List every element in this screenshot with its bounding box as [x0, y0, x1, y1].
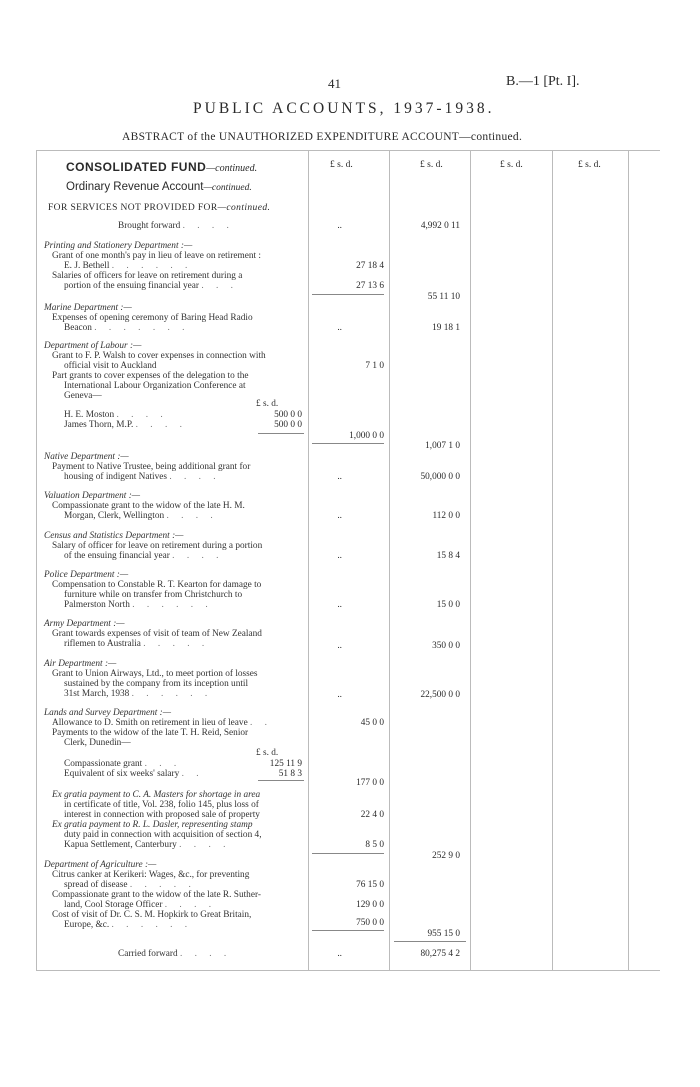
- agriculture-line-4: land, Cool Storage Officer . . . .: [64, 900, 217, 910]
- agriculture-subtotal-rule: [312, 930, 384, 931]
- native-line-2: housing of indigent Natives . . . .: [64, 472, 221, 482]
- census-line-1: Salary of officer for leave on retirement during a portion: [52, 541, 263, 551]
- agriculture-amount-1: 76 15 0: [356, 880, 384, 890]
- lands-amount-1: 45 0 0: [360, 718, 384, 728]
- lands-dept-heading: Lands and Survey Department :—: [44, 708, 172, 718]
- carried-forward-c1: ..: [337, 949, 342, 959]
- labour-line-1: Grant to F. P. Walsh to cover expenses in connection with: [52, 351, 266, 361]
- lands-amount-3: 22 4 0: [360, 810, 384, 820]
- fund-heading: CONSOLIDATED FUND—continued.: [66, 160, 258, 174]
- carried-forward-label: Carried forward . . . .: [118, 949, 232, 959]
- labour-line-3: Part grants to cover expenses of the delegation to the: [52, 371, 249, 381]
- lands-line-7: Ex gratia payment to R. L. Dasler, representing stamp: [52, 820, 253, 830]
- column-header-1: £ s. d.: [330, 160, 353, 170]
- column-divider-1: [308, 150, 309, 970]
- labour-sub-header: £ s. d.: [256, 399, 279, 409]
- lands-item-1-amount: 125 11 9: [269, 759, 302, 769]
- agriculture-amount-3: 750 0 0: [356, 918, 384, 928]
- carried-forward-total: 80,275 4 2: [420, 949, 460, 959]
- native-c1: ..: [337, 472, 342, 482]
- printing-line-4: portion of the ensuing financial year . . .: [64, 281, 238, 291]
- air-dept-heading: Air Department :—: [44, 659, 117, 669]
- valuation-c1: ..: [337, 511, 342, 521]
- air-c1: ..: [337, 690, 342, 700]
- agriculture-line-3: Compassionate grant to the widow of the late R. Suther-: [52, 890, 261, 900]
- labour-line-5: Geneva—: [64, 391, 102, 401]
- lands-item-2: Equivalent of six weeks' salary . .: [64, 769, 204, 779]
- labour-line-2: official visit to Auckland: [64, 361, 157, 371]
- lands-sub-header: £ s. d.: [256, 748, 279, 758]
- army-total: 350 0 0: [432, 641, 460, 651]
- agriculture-total: 955 15 0: [427, 929, 460, 939]
- printing-line-1: Grant of one month's pay in lieu of leave on retirement :: [52, 251, 261, 261]
- agriculture-line-5: Cost of visit of Dr. C. S. M. Hopkirk to Great Britain,: [52, 910, 252, 920]
- brought-forward-label: Brought forward . . . .: [118, 221, 234, 231]
- army-line-1: Grant towards expenses of visit of team of New Zealand: [52, 629, 262, 639]
- native-dept-heading: Native Department :—: [44, 452, 129, 462]
- police-total: 15 0 0: [436, 600, 460, 610]
- labour-sub-rule: [258, 433, 304, 434]
- table-left-border: [36, 150, 37, 970]
- table-bottom-border: [36, 970, 660, 971]
- column-divider-3: [470, 150, 471, 970]
- printing-line-2: E. J. Bethell . . . . . .: [64, 261, 193, 271]
- lands-subtotal-rule: [312, 853, 384, 854]
- column-divider-2: [389, 150, 390, 970]
- police-line-1: Compensation to Constable R. T. Kearton for damage to: [52, 580, 262, 590]
- column-header-4: £ s. d.: [578, 160, 601, 170]
- census-dept-heading: Census and Statistics Department :—: [44, 531, 184, 541]
- services-heading: FOR SERVICES NOT PROVIDED FOR—continued.: [48, 203, 271, 213]
- lands-line-5: in certificate of title, Vol. 238, folio 145, plus loss of: [64, 800, 259, 810]
- marine-line-2: Beacon . . . . . . .: [64, 323, 190, 333]
- carried-forward-rule: [394, 941, 466, 942]
- agriculture-dept-heading: Department of Agriculture :—: [44, 860, 157, 870]
- police-line-2: furniture while on transfer from Christchurch to: [64, 590, 243, 600]
- brought-forward-c1: ..: [337, 221, 342, 231]
- page-title: PUBLIC ACCOUNTS, 1937-1938.: [193, 100, 495, 117]
- labour-line-4: International Labour Organization Conference at: [64, 381, 246, 391]
- printing-amount-2: 27 13 6: [356, 281, 384, 291]
- column-divider-4: [552, 150, 553, 970]
- army-line-2: riflemen to Australia . . . . .: [64, 639, 210, 649]
- labour-person-2: James Thorn, M.P. . . . .: [64, 420, 187, 430]
- police-line-3: Palmerston North . . . . . .: [64, 600, 213, 610]
- labour-subtotal-rule: [312, 443, 384, 444]
- lands-line-9: Kapua Settlement, Canterbury . . . .: [64, 840, 231, 850]
- brought-forward-total: 4,992 0 11: [420, 221, 460, 231]
- agriculture-line-2: spread of disease . . . . .: [64, 880, 196, 890]
- agriculture-amount-2: 129 0 0: [356, 900, 384, 910]
- labour-amount-2: 1,000 0 0: [349, 431, 384, 441]
- valuation-line-2: Morgan, Clerk, Wellington . . . .: [64, 511, 218, 521]
- printing-dept-heading: Printing and Stationery Department :—: [44, 241, 193, 251]
- lands-line-3: Clerk, Dunedin—: [64, 738, 131, 748]
- valuation-dept-heading: Valuation Department :—: [44, 491, 141, 501]
- valuation-line-1: Compassionate grant to the widow of the late H. M.: [52, 501, 245, 511]
- agriculture-line-6: Europe, &c. . . . . . .: [64, 920, 193, 930]
- lands-line-1: Allowance to D. Smith on retirement in lieu of leave . .: [52, 718, 273, 728]
- census-total: 15 8 4: [436, 551, 460, 561]
- air-line-3: 31st March, 1938 . . . . . .: [64, 689, 213, 699]
- lands-line-6: interest in connection with proposed sale of property: [64, 810, 260, 820]
- lands-line-2: Payments to the widow of the late T. H. Reid, Senior: [52, 728, 249, 738]
- labour-person-2-amount: 500 0 0: [274, 420, 302, 430]
- marine-dept-heading: Marine Department :—: [44, 303, 132, 313]
- marine-c1: ..: [337, 323, 342, 333]
- lands-line-8: duty paid in connection with acquisition of section 4,: [64, 830, 262, 840]
- printing-subtotal-rule: [312, 294, 384, 295]
- air-line-2: sustained by the company from its inception until: [64, 679, 249, 689]
- air-line-1: Grant to Union Airways, Ltd., to meet portion of losses: [52, 669, 258, 679]
- document-reference: B.—1 [Pt. I].: [506, 74, 580, 89]
- lands-amount-4: 8 5 0: [365, 840, 384, 850]
- labour-person-1-amount: 500 0 0: [274, 410, 302, 420]
- lands-item-2-amount: 51 8 3: [278, 769, 302, 779]
- labour-total: 1,007 1 0: [425, 441, 460, 451]
- table-top-border: [36, 150, 660, 151]
- police-c1: ..: [337, 600, 342, 610]
- lands-line-4: Ex gratia payment to C. A. Masters for shortage in area: [52, 790, 261, 800]
- army-dept-heading: Army Department :—: [44, 619, 125, 629]
- lands-sub-rule: [258, 780, 304, 781]
- agriculture-line-1: Citrus canker at Kerikeri: Wages, &c., for preventing: [52, 870, 250, 880]
- printing-line-3: Salaries of officers for leave on retirement during a: [52, 271, 243, 281]
- printing-total: 55 11 10: [427, 292, 460, 302]
- native-line-1: Payment to Native Trustee, being additional grant for: [52, 462, 251, 472]
- census-c1: ..: [337, 551, 342, 561]
- column-header-3: £ s. d.: [500, 160, 523, 170]
- page-number: 41: [328, 76, 341, 91]
- marine-total: 19 18 1: [432, 323, 460, 333]
- column-header-2: £ s. d.: [420, 160, 443, 170]
- labour-person-1: H. E. Moston . . . .: [64, 410, 168, 420]
- census-line-2: of the ensuing financial year . . . .: [64, 551, 224, 561]
- native-total: 50,000 0 0: [420, 472, 460, 482]
- lands-amount-2: 177 0 0: [356, 778, 384, 788]
- column-divider-5: [628, 150, 629, 970]
- page-subtitle: ABSTRACT of the UNAUTHORIZED EXPENDITURE ACCOUNT—continued.: [122, 131, 523, 143]
- account-heading: Ordinary Revenue Account—continued.: [66, 181, 252, 193]
- printing-amount-1: 27 18 4: [356, 261, 384, 271]
- lands-item-1: Compassionate grant . . .: [64, 759, 182, 769]
- lands-total: 252 9 0: [432, 851, 460, 861]
- army-c1: ..: [337, 641, 342, 651]
- labour-dept-heading: Department of Labour :—: [44, 341, 142, 351]
- valuation-total: 112 0 0: [432, 511, 460, 521]
- police-dept-heading: Police Department :—: [44, 570, 129, 580]
- marine-line-1: Expenses of opening ceremony of Baring Head Radio: [52, 313, 253, 323]
- air-total: 22,500 0 0: [420, 690, 460, 700]
- labour-amount-1: 7 1 0: [365, 361, 384, 371]
